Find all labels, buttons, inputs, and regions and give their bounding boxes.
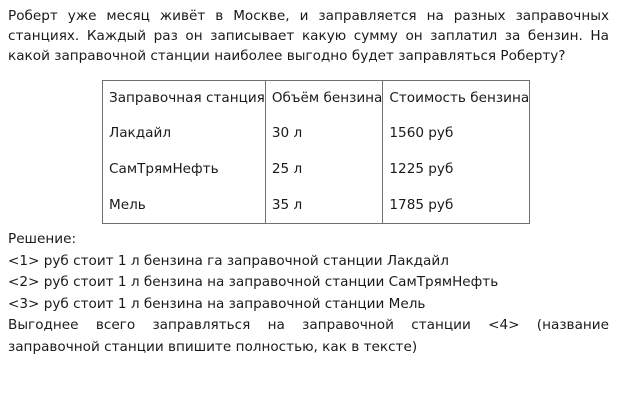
table-row bbox=[103, 115, 530, 151]
header-station: Заправочная станция bbox=[103, 81, 266, 116]
solution-line: <2> руб стоит 1 л бензина на заправочной станции СамТрямНефть bbox=[8, 274, 499, 290]
station-cell: Лакдайл bbox=[103, 115, 266, 151]
volume-cell: 30 л bbox=[265, 115, 383, 151]
table-header-row bbox=[103, 81, 530, 116]
fuel-table-wrapper bbox=[102, 80, 530, 224]
volume-cell: 35 л bbox=[265, 187, 383, 224]
volume-cell: 25 л bbox=[265, 151, 383, 187]
header-volume: Объём бензина bbox=[265, 81, 383, 116]
solution-line: <3> руб стоит 1 л бензина на заправочной станции Мель bbox=[8, 295, 426, 312]
header-cost: Стоимость бензина bbox=[383, 81, 530, 116]
table-row bbox=[103, 151, 530, 187]
cost-cell: 1785 руб bbox=[383, 187, 530, 224]
cost-cell: 1560 руб bbox=[383, 115, 530, 151]
fuel-table bbox=[102, 80, 530, 224]
problem-text: Роберт уже месяц живёт в Москве, и заправляется на разных заправочных станциях. Каждый раз он записывает какую сумму он заплатил за бензин. На какой заправочной станции наиболее выгодно будет заправляться Роберту? bbox=[8, 8, 609, 64]
table-row bbox=[103, 187, 530, 224]
solution-line: <1> руб стоит 1 л бензина га заправочной станции Лакдайл bbox=[8, 252, 449, 269]
station-cell: Мель bbox=[103, 187, 266, 224]
solution-heading: Решение: bbox=[8, 231, 77, 247]
cost-cell: 1225 руб bbox=[383, 151, 530, 187]
station-cell: СамТрямНефть bbox=[103, 151, 266, 187]
solution-conclusion: Выгоднее всего заправляться на заправочной станции <4> (название заправочной станции впишите полностью, как в тексте) bbox=[8, 317, 609, 355]
solution-block bbox=[8, 229, 609, 358]
